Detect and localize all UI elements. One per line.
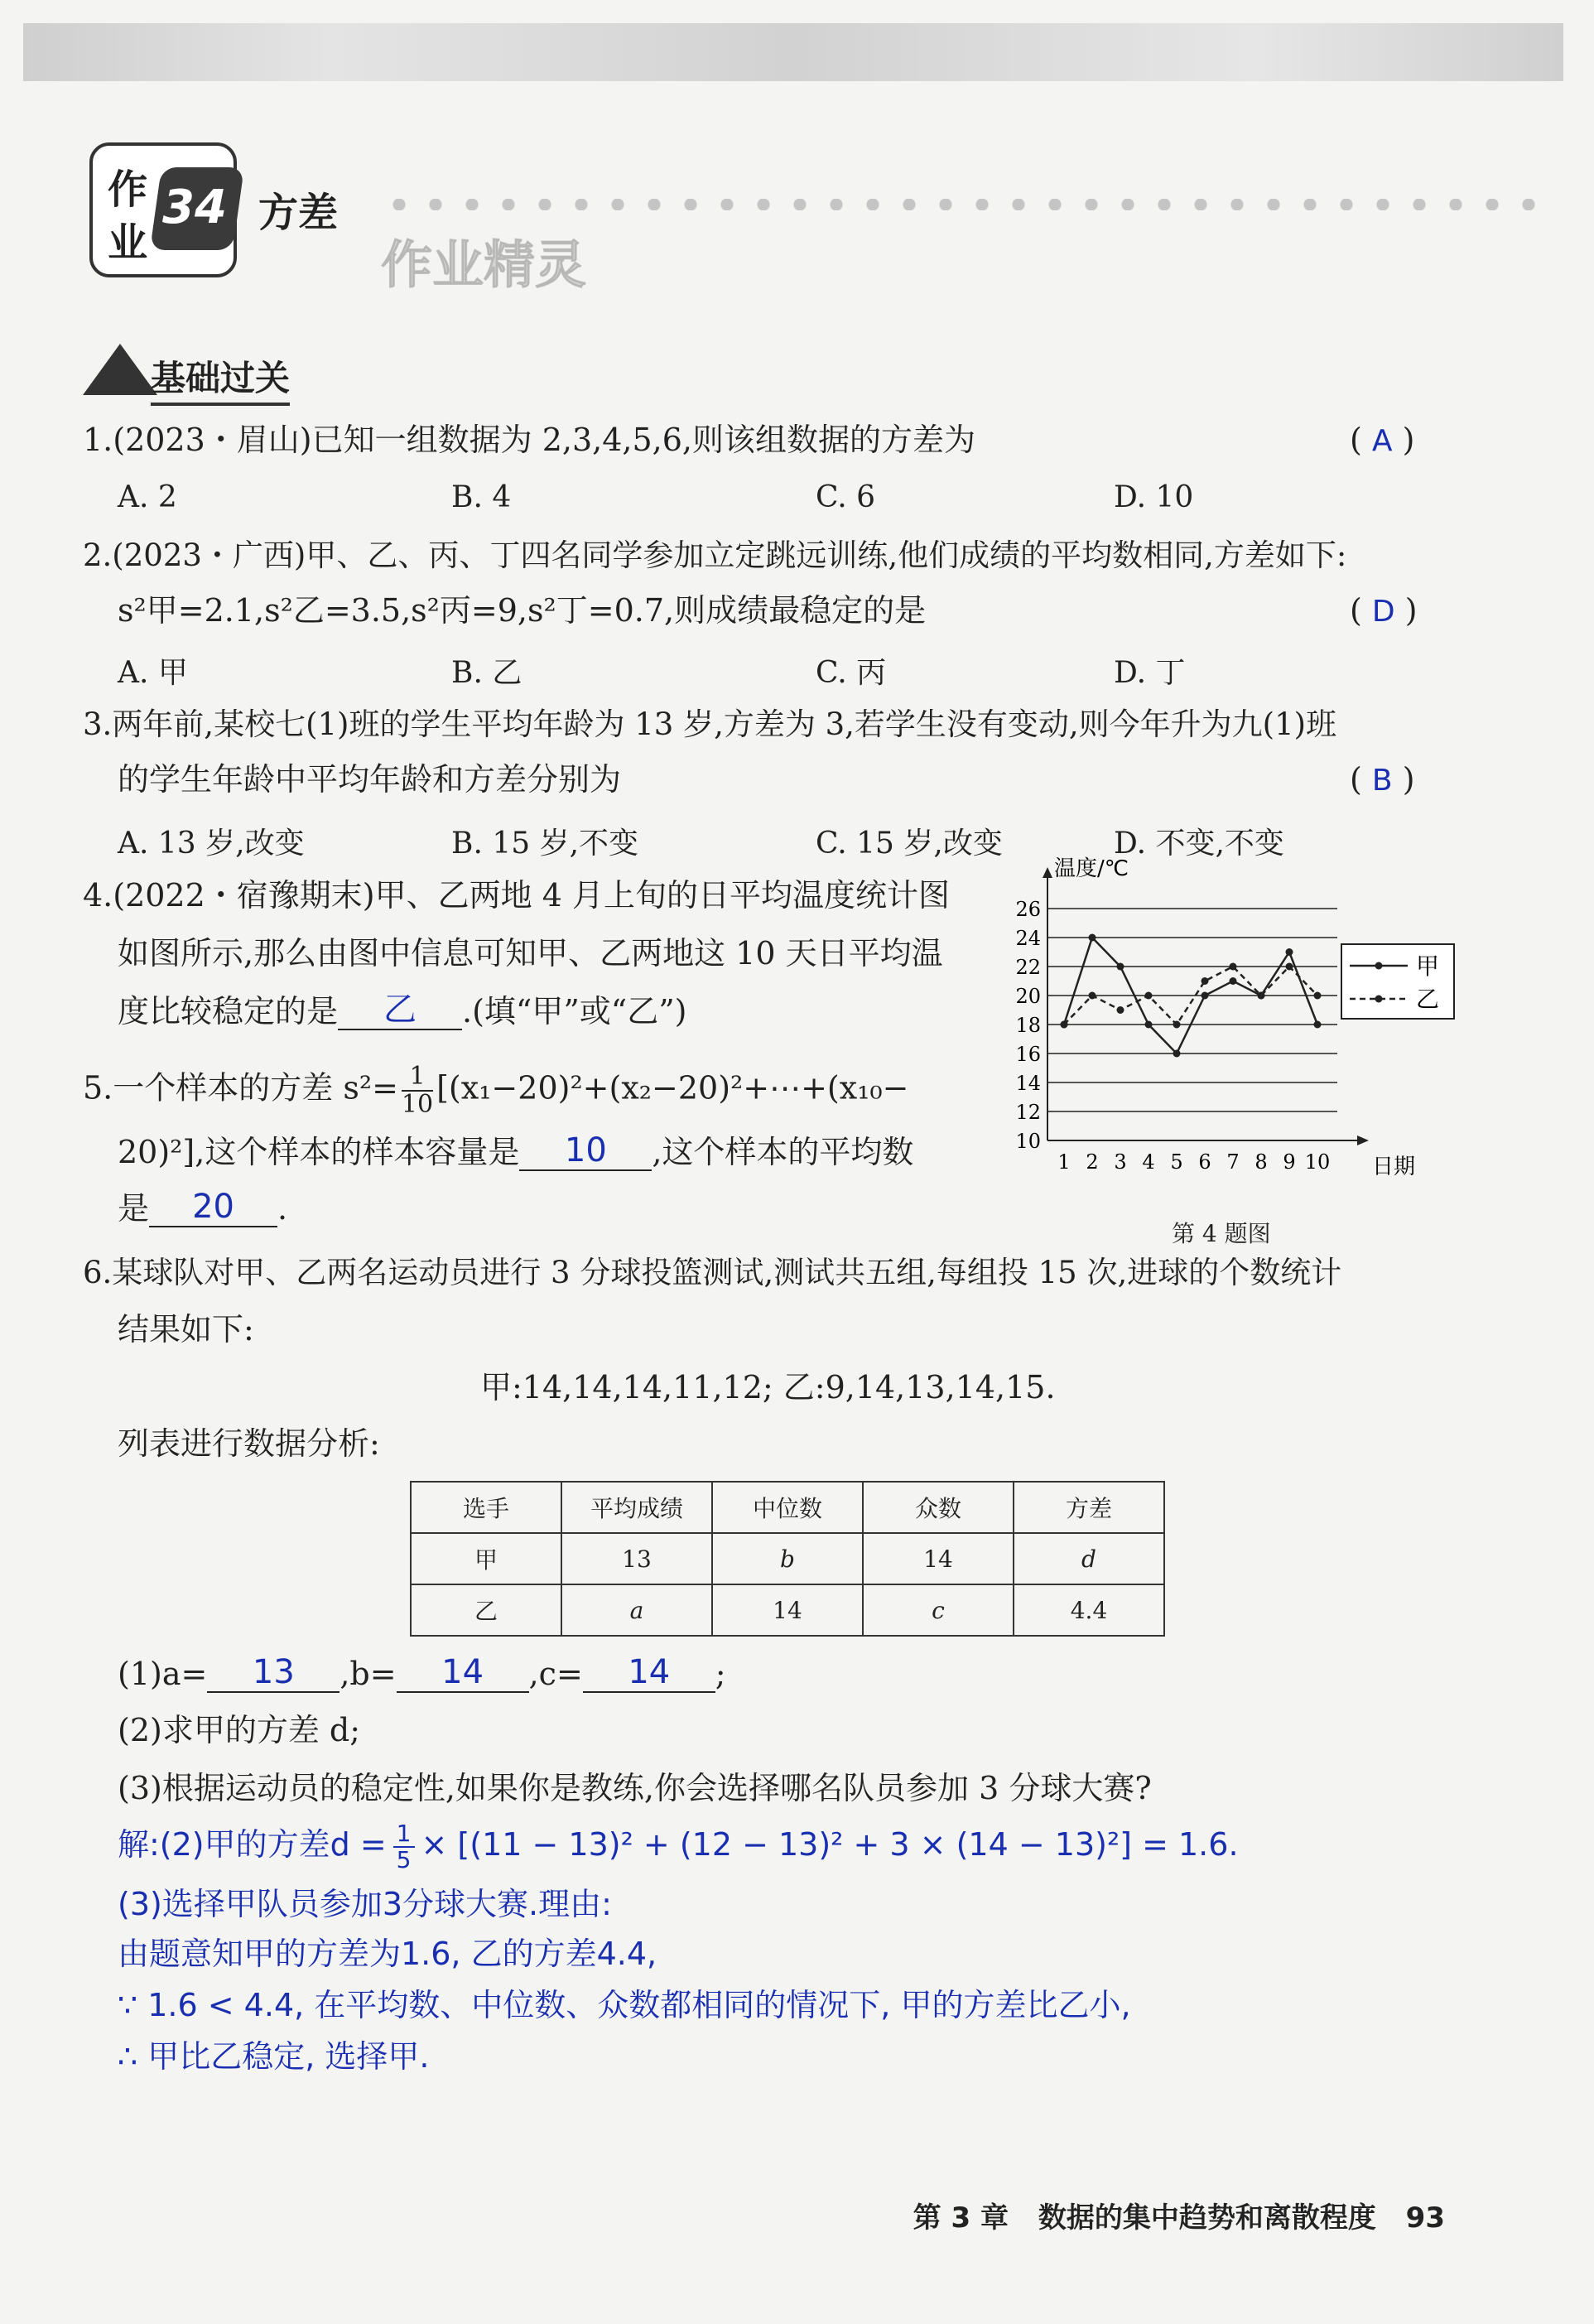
- table-cell: 4.4: [1014, 1584, 1164, 1636]
- q6-answer-b: 14: [441, 1653, 484, 1691]
- q2-option-d: D. 丁: [1114, 656, 1186, 690]
- q4-line2: 如图所示,那么由图中信息可知甲、乙两地这 10 天日平均温: [118, 935, 943, 972]
- table-cell: b: [712, 1533, 863, 1584]
- table-header: 方差: [1014, 1482, 1164, 1533]
- table-cell: d: [1014, 1533, 1164, 1584]
- table-header: 中位数: [712, 1482, 863, 1533]
- q4-answer-blank: [338, 991, 462, 1030]
- q3-option-c: C. 15 岁,改变: [816, 827, 1003, 861]
- solution-line4: ∵ 1.6 < 4.4, 在平均数、中位数、众数都相同的情况下, 甲的方差比乙小,: [118, 1987, 1131, 2023]
- q5-line3: [118, 1188, 287, 1227]
- q3-stem: 3.两年前,某校七(1)班的学生平均年龄为 13 岁,方差为 3,若学生没有变动,则今年升为九(1)班: [83, 706, 1337, 742]
- section-triangle-icon: [83, 344, 157, 395]
- footer-chapter-title: 数据的集中趋势和离散程度: [1038, 2201, 1376, 2235]
- table-cell: 14: [712, 1584, 863, 1636]
- q3-line2: 的学生年龄中平均年龄和方差分别为: [118, 761, 622, 798]
- y-tick-label: 20: [1015, 985, 1041, 1008]
- data-point: [1230, 963, 1237, 971]
- x-tick-label: 6: [1198, 1150, 1211, 1174]
- q5-line2: [118, 1131, 913, 1171]
- q6-blank-b: [397, 1653, 529, 1693]
- solution-line5: ∴ 甲比乙稳定, 选择甲.: [118, 2038, 430, 2075]
- q6-answer-c: 14: [628, 1653, 671, 1691]
- x-tick-label: 4: [1142, 1150, 1155, 1174]
- data-point: [1145, 992, 1153, 1000]
- q6-sub1-c-label: ,c=: [528, 1656, 583, 1692]
- data-point: [1286, 948, 1293, 956]
- q6-sub2: (2)求甲的方差 d;: [118, 1712, 361, 1748]
- y-tick-label: 26: [1015, 898, 1041, 921]
- table-row: [411, 1533, 1164, 1584]
- temperature-chart: [1010, 856, 1474, 1255]
- x-tick-label: 9: [1283, 1150, 1296, 1174]
- q6-table-intro: 列表进行数据分析:: [118, 1425, 380, 1462]
- badge-text-top: 作: [108, 166, 148, 213]
- q1-answer-bracket: ( A ): [1350, 422, 1415, 458]
- lesson-badge: [89, 142, 237, 277]
- data-point: [1089, 992, 1096, 1000]
- solution-frac-num: 1: [393, 1821, 415, 1848]
- q5-blank2: [149, 1188, 277, 1227]
- solution-l1-pre: 解:(2)甲的方差d =: [118, 1826, 387, 1863]
- data-point: [1314, 992, 1322, 1000]
- top-scan-strip: [23, 23, 1563, 81]
- x-tick-label: 2: [1086, 1150, 1099, 1174]
- solution-frac-den: 5: [396, 1845, 412, 1873]
- q6-sub1-a-label: (1)a=: [118, 1656, 208, 1692]
- q2-option-a: A. 甲: [118, 656, 188, 690]
- q5-frac-den: 10: [401, 1090, 434, 1119]
- q3-option-d: D. 不变,不变: [1114, 827, 1284, 861]
- q1-option-d: D. 10: [1114, 480, 1194, 514]
- q2-answer-bracket: ( D ): [1350, 592, 1418, 629]
- q5-answer2: 20: [192, 1188, 234, 1226]
- q2-option-c: C. 丙: [816, 656, 887, 690]
- legend-marker: [1375, 996, 1383, 1003]
- q6-line2: 结果如下:: [118, 1311, 254, 1348]
- q6-sub3: (3)根据运动员的稳定性,如果你是教练,你会选择哪名队员参加 3 分球大赛?: [118, 1770, 1152, 1806]
- table-row: [411, 1584, 1164, 1636]
- q5-line3-post: .: [277, 1190, 288, 1227]
- q5-line1-pre: 5.一个样本的方差 s²=: [83, 1069, 398, 1107]
- q4-line3-post: .(填“甲”或“乙”): [462, 993, 687, 1029]
- q2-answer: D: [1371, 595, 1395, 629]
- y-tick-label: 16: [1015, 1043, 1041, 1066]
- q6-blank-c: [583, 1653, 715, 1693]
- q5-frac-num: 1: [402, 1063, 433, 1092]
- legend-marker: [1375, 962, 1383, 970]
- q3-option-a: A. 13 岁,改变: [118, 827, 305, 861]
- q5-line1-post: [(x₁−20)²+(x₂−20)²+⋯+(x₁₀−: [436, 1069, 909, 1107]
- q1-option-b: B. 4: [451, 480, 512, 514]
- table-cell: 14: [863, 1533, 1014, 1584]
- solution-fraction: [393, 1821, 415, 1873]
- data-point: [1314, 1021, 1322, 1029]
- q1-answer: A: [1371, 424, 1393, 458]
- q5-line1: [83, 1063, 909, 1118]
- q6-data-table: [410, 1481, 1165, 1637]
- data-point: [1173, 1021, 1181, 1029]
- q6-answer-a: 13: [252, 1653, 295, 1691]
- table-cell: 13: [561, 1533, 712, 1584]
- solution-line2: (3)选择甲队员参加3分球大赛.理由:: [118, 1886, 612, 1922]
- q5-line2-pre: 20)²],这个样本的样本容量是: [118, 1134, 520, 1170]
- q5-line2-post: ,这个样本的平均数: [652, 1134, 914, 1170]
- q3-answer-bracket: ( B ): [1350, 761, 1415, 798]
- solution-line3: 由题意知甲的方差为1.6, 乙的方差4.4,: [118, 1936, 657, 1972]
- q4-line3: [118, 991, 686, 1030]
- x-axis-arrow: [1357, 1135, 1369, 1145]
- q2-option-b: B. 乙: [451, 656, 523, 690]
- x-tick-label: 7: [1226, 1150, 1240, 1174]
- legend-label: 甲: [1416, 952, 1440, 980]
- q1-option-a: A. 2: [118, 480, 177, 514]
- data-point: [1230, 977, 1237, 985]
- table-cell: 乙: [411, 1584, 561, 1636]
- y-tick-label: 18: [1015, 1014, 1041, 1037]
- section-title: 基础过关: [151, 351, 290, 406]
- page-footer: [913, 2195, 1445, 2235]
- solution-l1-post: × [(11 − 13)² + (12 − 13)² + 3 × (14 − 13)²] = 1.6.: [421, 1826, 1239, 1863]
- q1-option-c: C. 6: [816, 480, 876, 514]
- table-header: 平均成绩: [561, 1482, 712, 1533]
- table-header: 众数: [863, 1482, 1014, 1533]
- q6-sub1-end: ;: [715, 1656, 726, 1692]
- q5-fraction: [402, 1063, 433, 1118]
- q2-line2: s²甲=2.1,s²乙=3.5,s²丙=9,s²丁=0.7,则成绩最稳定的是: [118, 592, 927, 629]
- footer-chapter: 第 3 章: [913, 2201, 1009, 2235]
- badge-text-bottom: 业: [108, 219, 148, 266]
- data-point: [1202, 992, 1209, 1000]
- y-tick-label: 22: [1015, 956, 1041, 979]
- badge-number: 34: [162, 181, 227, 234]
- y-tick-label: 10: [1015, 1130, 1041, 1153]
- data-point: [1173, 1050, 1181, 1058]
- y-tick-label: 12: [1015, 1101, 1041, 1124]
- x-tick-label: 1: [1057, 1150, 1071, 1174]
- y-axis-arrow: [1043, 867, 1052, 878]
- table-cell: c: [863, 1584, 1014, 1636]
- q2-stem: 2.(2023・广西)甲、乙、丙、丁四名同学参加立定跳远训练,他们成绩的平均数相同,方差如下:: [83, 538, 1347, 573]
- y-tick-label: 14: [1015, 1072, 1041, 1095]
- q3-answer: B: [1371, 764, 1393, 798]
- data-point: [1202, 977, 1209, 985]
- table-cell: 甲: [411, 1533, 561, 1584]
- data-point: [1145, 1021, 1153, 1029]
- q6-line1: 6.某球队对甲、乙两名运动员进行 3 分球投篮测试,测试共五组,每组投 15 次,进球的个数统计: [83, 1255, 1342, 1290]
- data-point: [1286, 963, 1293, 971]
- q6-data-line: 甲:14,14,14,11,12; 乙:9,14,13,14,15.: [480, 1369, 1056, 1405]
- table-header-row: [411, 1482, 1164, 1533]
- table-header: 选手: [411, 1482, 561, 1533]
- q4-line1: 4.(2022・宿豫期末)甲、乙两地 4 月上旬的日平均温度统计图: [83, 877, 950, 914]
- footer-page-number: 93: [1405, 2201, 1445, 2235]
- data-point: [1117, 1006, 1124, 1014]
- data-point: [1089, 934, 1096, 942]
- q4-answer: 乙: [383, 991, 417, 1029]
- x-tick-label: 3: [1114, 1150, 1127, 1174]
- q3-option-b: B. 15 岁,不变: [451, 827, 639, 861]
- q5-answer1: 10: [564, 1131, 607, 1169]
- page-title: 方差: [258, 190, 339, 236]
- chart-caption: 第 4 题图: [1172, 1220, 1271, 1247]
- legend-label: 乙: [1416, 986, 1440, 1013]
- x-axis-label: 日期: [1372, 1155, 1416, 1179]
- data-point: [1061, 1021, 1068, 1029]
- q6-sub1-b-label: ,b=: [340, 1656, 397, 1692]
- x-tick-label: 5: [1170, 1150, 1183, 1174]
- x-tick-label: 8: [1254, 1150, 1268, 1174]
- title-dots: [381, 199, 1557, 210]
- q6-blank-a: [207, 1653, 340, 1693]
- table-cell: a: [561, 1584, 712, 1636]
- watermark: 作业精灵: [381, 234, 587, 295]
- solution-line1: [118, 1819, 1239, 1873]
- y-tick-label: 24: [1015, 927, 1041, 950]
- q5-blank1: [519, 1131, 652, 1171]
- data-point: [1117, 963, 1124, 971]
- q4-line3-pre: 度比较稳定的是: [118, 993, 339, 1029]
- data-point: [1258, 992, 1265, 1000]
- q6-sub1: [118, 1653, 726, 1693]
- x-tick-label: 10: [1304, 1150, 1331, 1174]
- y-axis-label: 温度/℃: [1054, 856, 1129, 881]
- q5-line3-pre: 是: [118, 1190, 150, 1227]
- q1-stem: 1.(2023・眉山)已知一组数据为 2,3,4,5,6,则该组数据的方差为: [83, 422, 975, 458]
